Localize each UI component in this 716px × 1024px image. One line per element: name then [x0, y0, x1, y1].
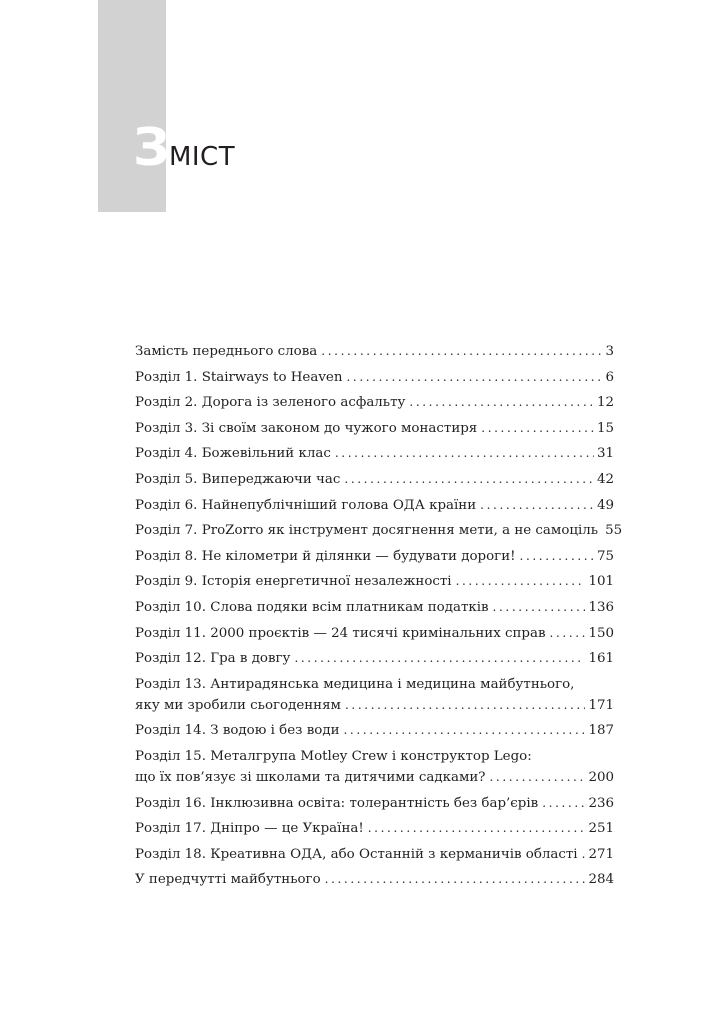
toc-entry[interactable]	[135, 341, 614, 362]
toc-page-number: 31	[596, 446, 614, 462]
toc-entry[interactable]	[135, 571, 614, 592]
toc-leader-dots	[346, 367, 602, 388]
toc-entry-title: Розділ 3. Зі своїм законом до чужого монастиря	[135, 420, 478, 436]
toc-entry-title-line1: Розділ 15. Металгрупа Motley Crew і конструктор Lego:	[135, 748, 532, 764]
page-title	[133, 118, 236, 178]
toc-leader-dots	[480, 495, 594, 516]
toc-page-number: 187	[588, 723, 614, 739]
toc-page-number: 3	[605, 344, 614, 359]
toc-entry-title: Розділ 8. Не кілометри й ділянки — будувати дороги!	[135, 548, 516, 564]
toc-entry-title: Розділ 10. Слова подяки всім платникам податків	[135, 599, 489, 615]
toc-entry[interactable]	[135, 623, 614, 644]
toc-page-number: 171	[588, 697, 614, 713]
toc-leader-dots	[489, 767, 585, 788]
toc-entry-title: Замість переднього слова	[135, 344, 318, 359]
toc-entry-title: У передчутті майбутнього	[135, 872, 321, 888]
toc-entry[interactable]	[135, 597, 614, 618]
toc-entry[interactable]	[135, 869, 614, 890]
toc-entry-title: Розділ 11. 2000 проєктів — 24 тисячі кримінальних справ	[135, 625, 546, 641]
toc-leader-dots	[582, 844, 586, 865]
toc-entry[interactable]	[135, 546, 614, 567]
toc-entry-title: Розділ 4. Божевільний клас	[135, 446, 331, 462]
toc-page-number: 200	[588, 769, 614, 785]
toc-entry-title: Розділ 16. Інклюзивна освіта: толерантність без бар’єрів	[135, 795, 539, 811]
toc-entry[interactable]	[135, 648, 614, 669]
toc-entry[interactable]	[135, 844, 614, 865]
toc-entry-title: Розділ 17. Дніпро — це Україна!	[135, 821, 364, 837]
table-of-contents	[135, 341, 623, 895]
toc-page-number: 161	[588, 651, 614, 667]
toc-entry[interactable]	[135, 674, 614, 716]
chapter-heading-block	[98, 0, 166, 212]
toc-leader-dots	[294, 648, 585, 669]
toc-page-number: 251	[588, 821, 614, 837]
toc-entry-title: що їх пов’язує зі школами та дитячими садками?	[135, 769, 486, 785]
toc-entry[interactable]	[135, 418, 614, 439]
toc-page-number: 136	[588, 599, 614, 615]
toc-leader-dots	[368, 818, 586, 839]
toc-entry[interactable]	[135, 720, 614, 741]
toc-entry-title: яку ми зробили сьогоденням	[135, 697, 341, 713]
toc-entry[interactable]	[135, 746, 614, 788]
toc-leader-dots	[481, 418, 594, 439]
title-rest: МІСТ	[168, 142, 236, 172]
toc-leader-dots	[344, 469, 594, 490]
toc-entry-title: Розділ 2. Дорога із зеленого асфальту	[135, 395, 406, 411]
toc-leader-dots	[493, 597, 586, 618]
toc-page-number: 12	[596, 395, 614, 411]
toc-leader-dots	[325, 869, 586, 890]
toc-entry[interactable]	[135, 367, 614, 388]
toc-page-number: 15	[596, 420, 614, 436]
toc-leader-dots	[409, 392, 594, 413]
toc-leader-dots	[542, 793, 585, 814]
toc-page-number: 101	[588, 574, 614, 590]
toc-entry-title: Розділ 5. Випереджаючи час	[135, 471, 341, 487]
toc-page-number: 75	[596, 548, 614, 564]
toc-entry[interactable]	[135, 495, 614, 516]
toc-entry-title: Розділ 1. Stairways to Heaven	[135, 369, 343, 385]
toc-page-number: 150	[588, 625, 614, 641]
toc-leader-dots	[344, 720, 586, 741]
toc-entry-title: Розділ 6. Найнепублічніший голова ОДА країни	[135, 497, 477, 513]
title-initial-letter: З	[133, 118, 169, 178]
toc-leader-dots	[321, 341, 602, 362]
toc-leader-dots	[456, 571, 586, 592]
toc-entry[interactable]	[135, 818, 614, 839]
toc-entry-title: Розділ 9. Історія енергетичної незалежності	[135, 574, 452, 590]
toc-leader-dots	[550, 623, 586, 644]
toc-page-number: 42	[596, 471, 614, 487]
toc-entry-title-line1: Розділ 13. Антирадянська медицина і медицина майбутнього,	[135, 676, 575, 692]
toc-page-number: 271	[588, 846, 614, 862]
toc-page-number: 55	[605, 523, 623, 539]
toc-page-number: 284	[588, 872, 614, 888]
toc-entry-title: Розділ 12. Гра в довгу	[135, 651, 291, 667]
toc-entry[interactable]	[135, 469, 614, 490]
toc-entry-title: Розділ 18. Креативна ОДА, або Останній з керманичів області	[135, 846, 578, 862]
toc-entry[interactable]	[135, 443, 614, 464]
toc-page-number: 6	[605, 369, 614, 385]
toc-entry-title: Розділ 14. З водою і без води	[135, 723, 340, 739]
toc-entry[interactable]	[135, 520, 623, 541]
toc-entry[interactable]	[135, 793, 614, 814]
toc-leader-dots	[520, 546, 594, 567]
toc-entry[interactable]	[135, 392, 614, 413]
toc-leader-dots	[345, 695, 585, 716]
toc-entry-title: Розділ 7. ProZorro як інструмент досягнення мети, а не самоціль	[135, 523, 599, 539]
toc-page-number: 236	[588, 795, 614, 811]
toc-leader-dots	[335, 443, 594, 464]
toc-page-number: 49	[596, 497, 614, 513]
